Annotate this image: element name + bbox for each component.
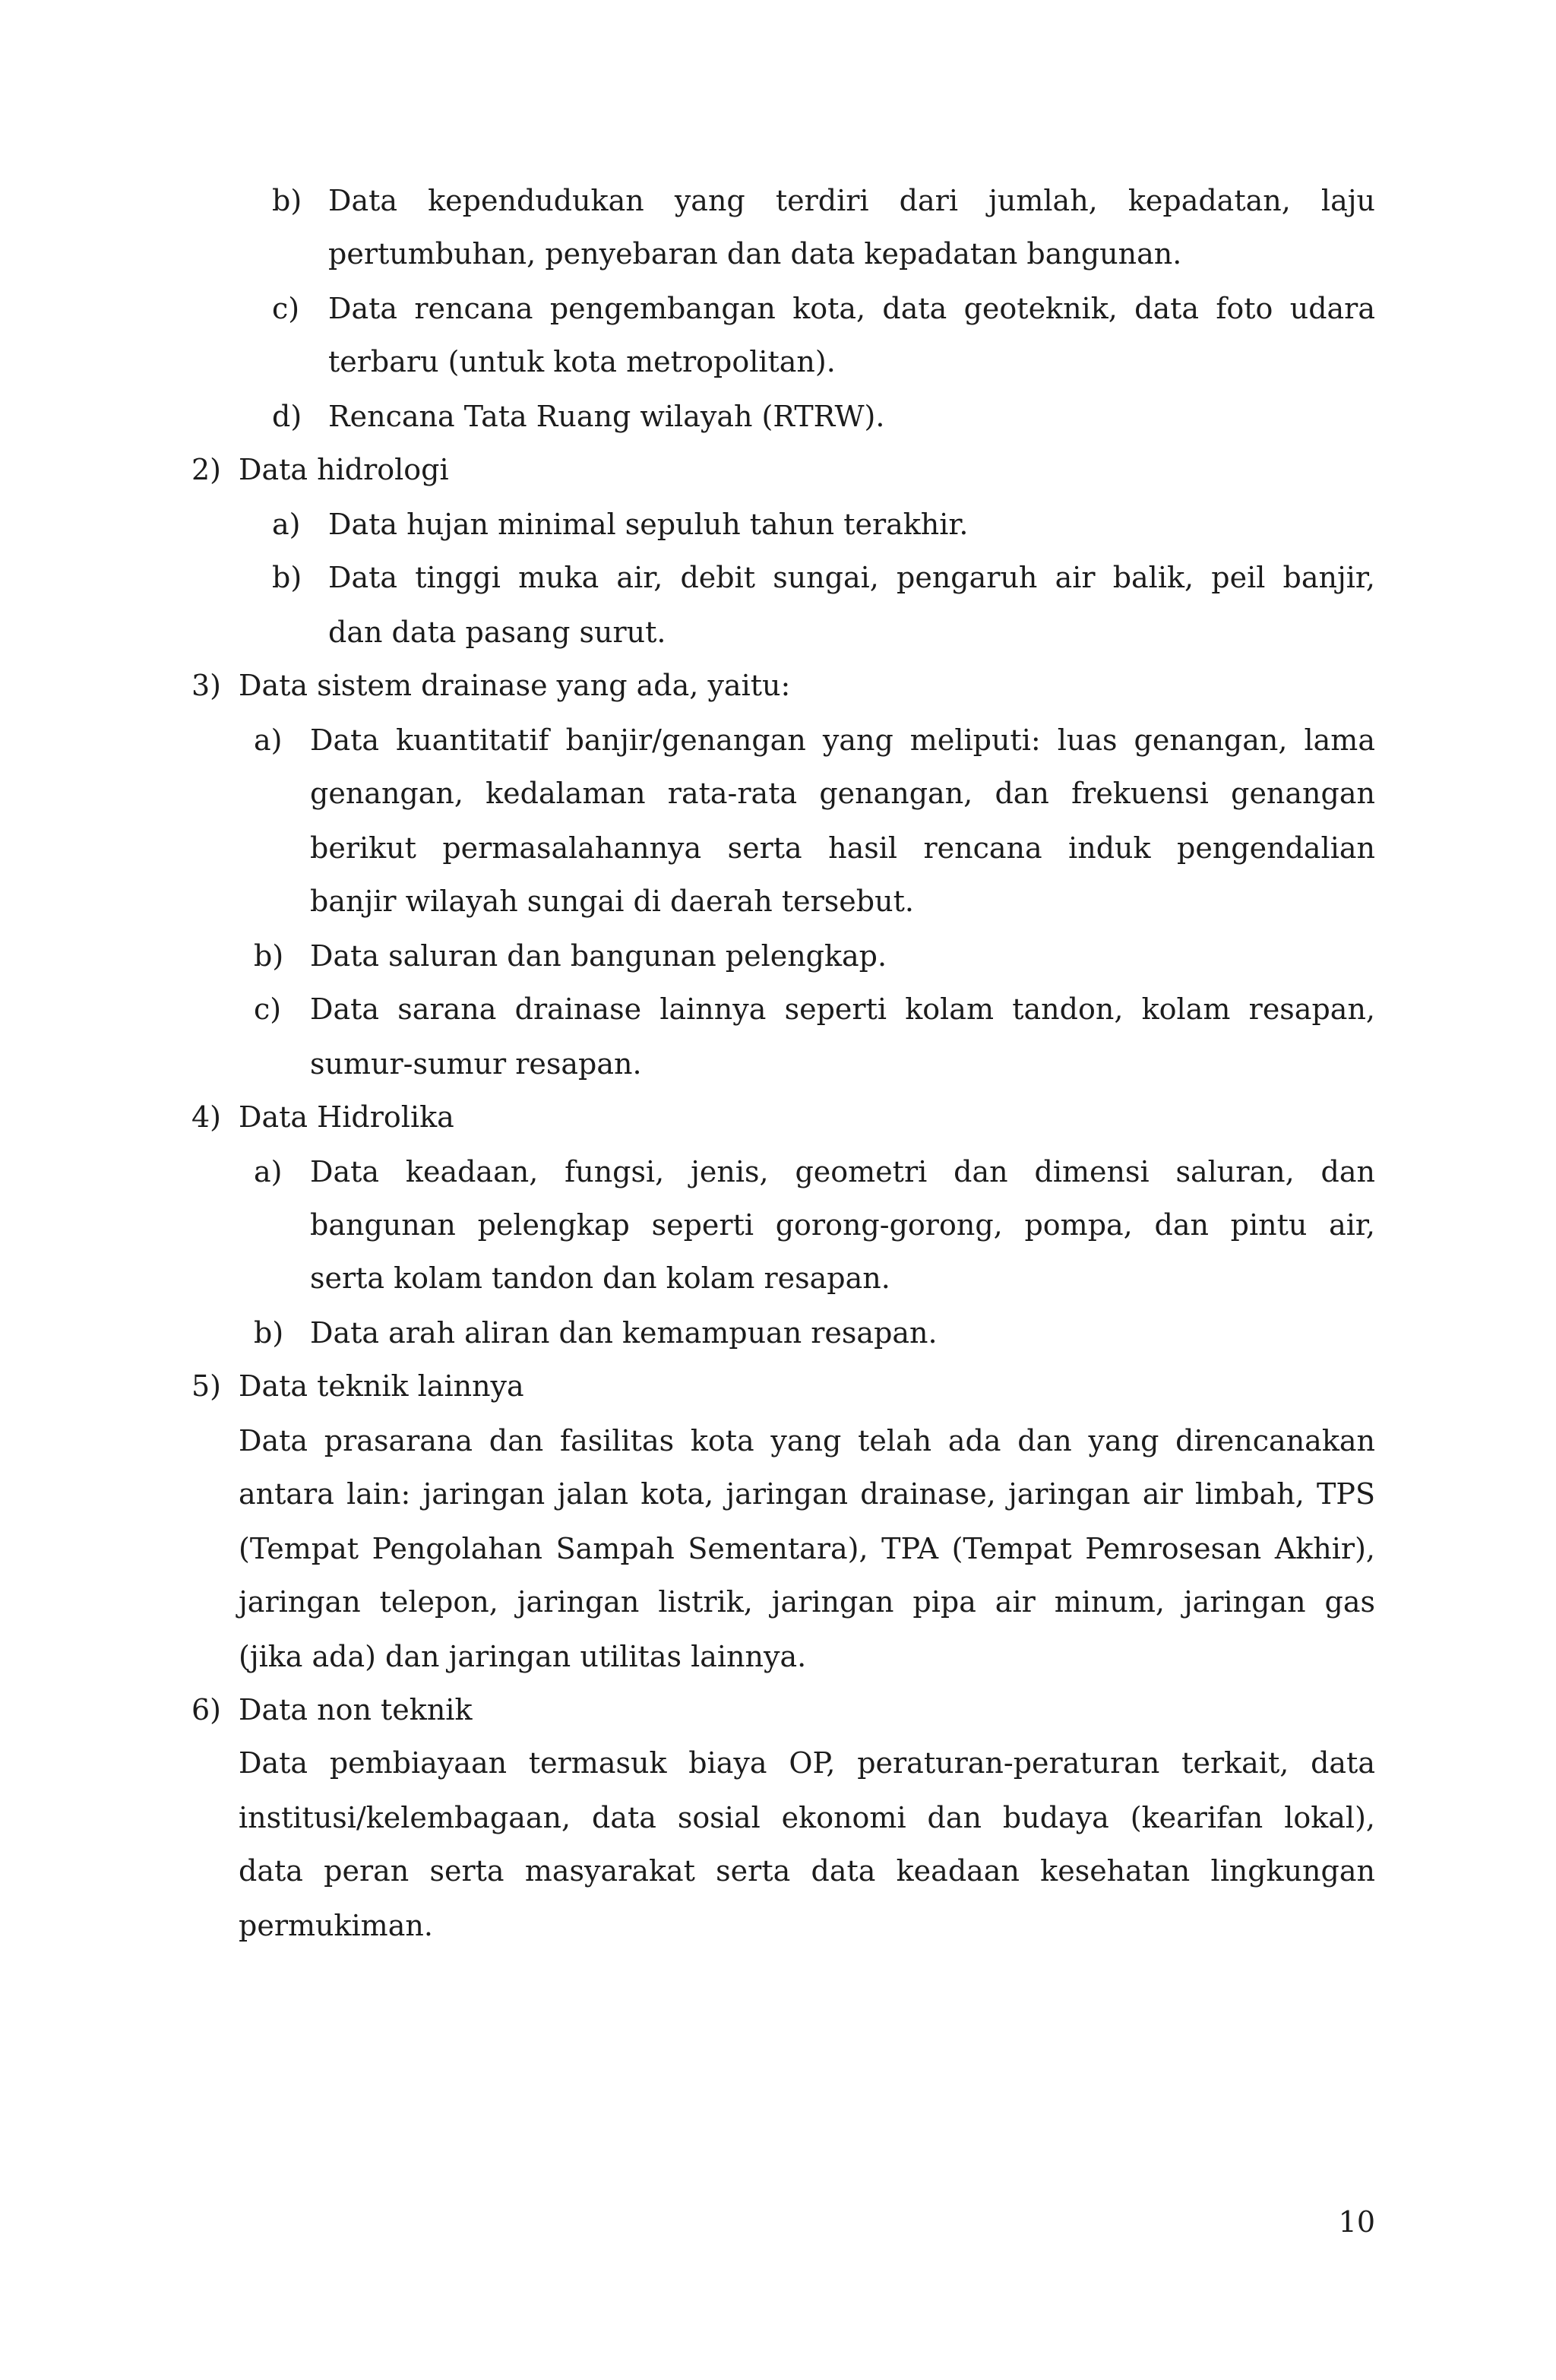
list-item-line: Data arah aliran dan kemampuan resapan. xyxy=(310,1316,938,1350)
paragraph-line: institusi/kelembagaan, data sosial ekonomi dan budaya (kearifan lokal), xyxy=(239,1801,1375,1834)
list-item-line: banjir wilayah sungai di daerah tersebut. xyxy=(310,885,914,918)
section-heading: Data hidrologi xyxy=(239,453,449,486)
list-item-line: Data sarana drainase lainnya seperti kolam tandon, kolam resapan, xyxy=(310,992,1375,1026)
list-item-line: Data hujan minimal sepuluh tahun terakhir. xyxy=(328,508,969,541)
list-item-line: bangunan pelengkap seperti gorong-gorong, pompa, dan pintu air, xyxy=(310,1208,1375,1242)
list-item-line: pertumbuhan, penyebaran dan data kepadatan bangunan. xyxy=(328,237,1182,271)
paragraph-line: permukiman. xyxy=(239,1909,433,1942)
paragraph-line: Data prasarana dan fasilitas kota yang telah ada dan yang direncanakan xyxy=(239,1424,1375,1457)
list-item-line: Data keadaan, fungsi, jenis, geometri dan dimensi saluran, dan xyxy=(310,1155,1375,1188)
list-marker: b) xyxy=(254,939,284,973)
section-number: 3) xyxy=(191,669,222,702)
section-heading: Data non teknik xyxy=(239,1693,473,1726)
list-item-line: Data tinggi muka air, debit sungai, pengaruh air balik, peil banjir, xyxy=(328,561,1375,594)
paragraph-line: (Tempat Pengolahan Sampah Sementara), TPA (Tempat Pemrosesan Akhir), xyxy=(239,1532,1375,1565)
list-item-line: genangan, kedalaman rata-rata genangan, dan frekuensi genangan xyxy=(310,777,1375,810)
list-item-line: serta kolam tandon dan kolam resapan. xyxy=(310,1261,890,1295)
section-heading: Data sistem drainase yang ada, yaitu: xyxy=(239,669,791,702)
section-number: 5) xyxy=(191,1369,222,1403)
list-item-line: Data kuantitatif banjir/genangan yang meliputi: luas genangan, lama xyxy=(310,723,1375,757)
list-marker: a) xyxy=(254,1155,283,1188)
list-item-line: Data saluran dan bangunan pelengkap. xyxy=(310,939,887,973)
section-heading: Data Hidrolika xyxy=(239,1100,454,1134)
list-item-line: Data kependudukan yang terdiri dari jumlah, kepadatan, laju xyxy=(328,184,1375,217)
paragraph-line: antara lain: jaringan jalan kota, jaringan drainase, jaringan air limbah, TPS xyxy=(239,1477,1375,1511)
list-marker: c) xyxy=(254,992,282,1026)
list-marker: c) xyxy=(272,292,300,325)
list-item-line: dan data pasang surut. xyxy=(328,616,666,649)
list-marker: a) xyxy=(272,508,301,541)
section-heading: Data teknik lainnya xyxy=(239,1369,524,1403)
list-marker: a) xyxy=(254,723,283,757)
list-marker: b) xyxy=(254,1316,284,1350)
section-number: 2) xyxy=(191,453,222,486)
list-item-line: Data rencana pengembangan kota, data geoteknik, data foto udara xyxy=(328,292,1375,325)
paragraph-line: data peran serta masyarakat serta data keadaan kesehatan lingkungan xyxy=(239,1854,1375,1888)
list-item-line: sumur-sumur resapan. xyxy=(310,1047,642,1081)
paragraph-line: Data pembiayaan termasuk biaya OP, peraturan-peraturan terkait, data xyxy=(239,1746,1375,1780)
paragraph-line: jaringan telepon, jaringan listrik, jaringan pipa air minum, jaringan gas xyxy=(239,1585,1375,1619)
list-item-line: berikut permasalahannya serta hasil rencana induk pengendalian xyxy=(310,831,1375,865)
page-number: 10 xyxy=(1338,2205,1375,2239)
paragraph-line: (jika ada) dan jaringan utilitas lainnya. xyxy=(239,1640,807,1673)
list-marker: b) xyxy=(272,561,302,594)
list-marker: d) xyxy=(272,400,302,433)
list-item-line: Rencana Tata Ruang wilayah (RTRW). xyxy=(328,400,885,433)
section-number: 4) xyxy=(191,1100,222,1134)
section-number: 6) xyxy=(191,1693,222,1726)
list-item-line: terbaru (untuk kota metropolitan). xyxy=(328,345,836,378)
list-marker: b) xyxy=(272,184,302,217)
